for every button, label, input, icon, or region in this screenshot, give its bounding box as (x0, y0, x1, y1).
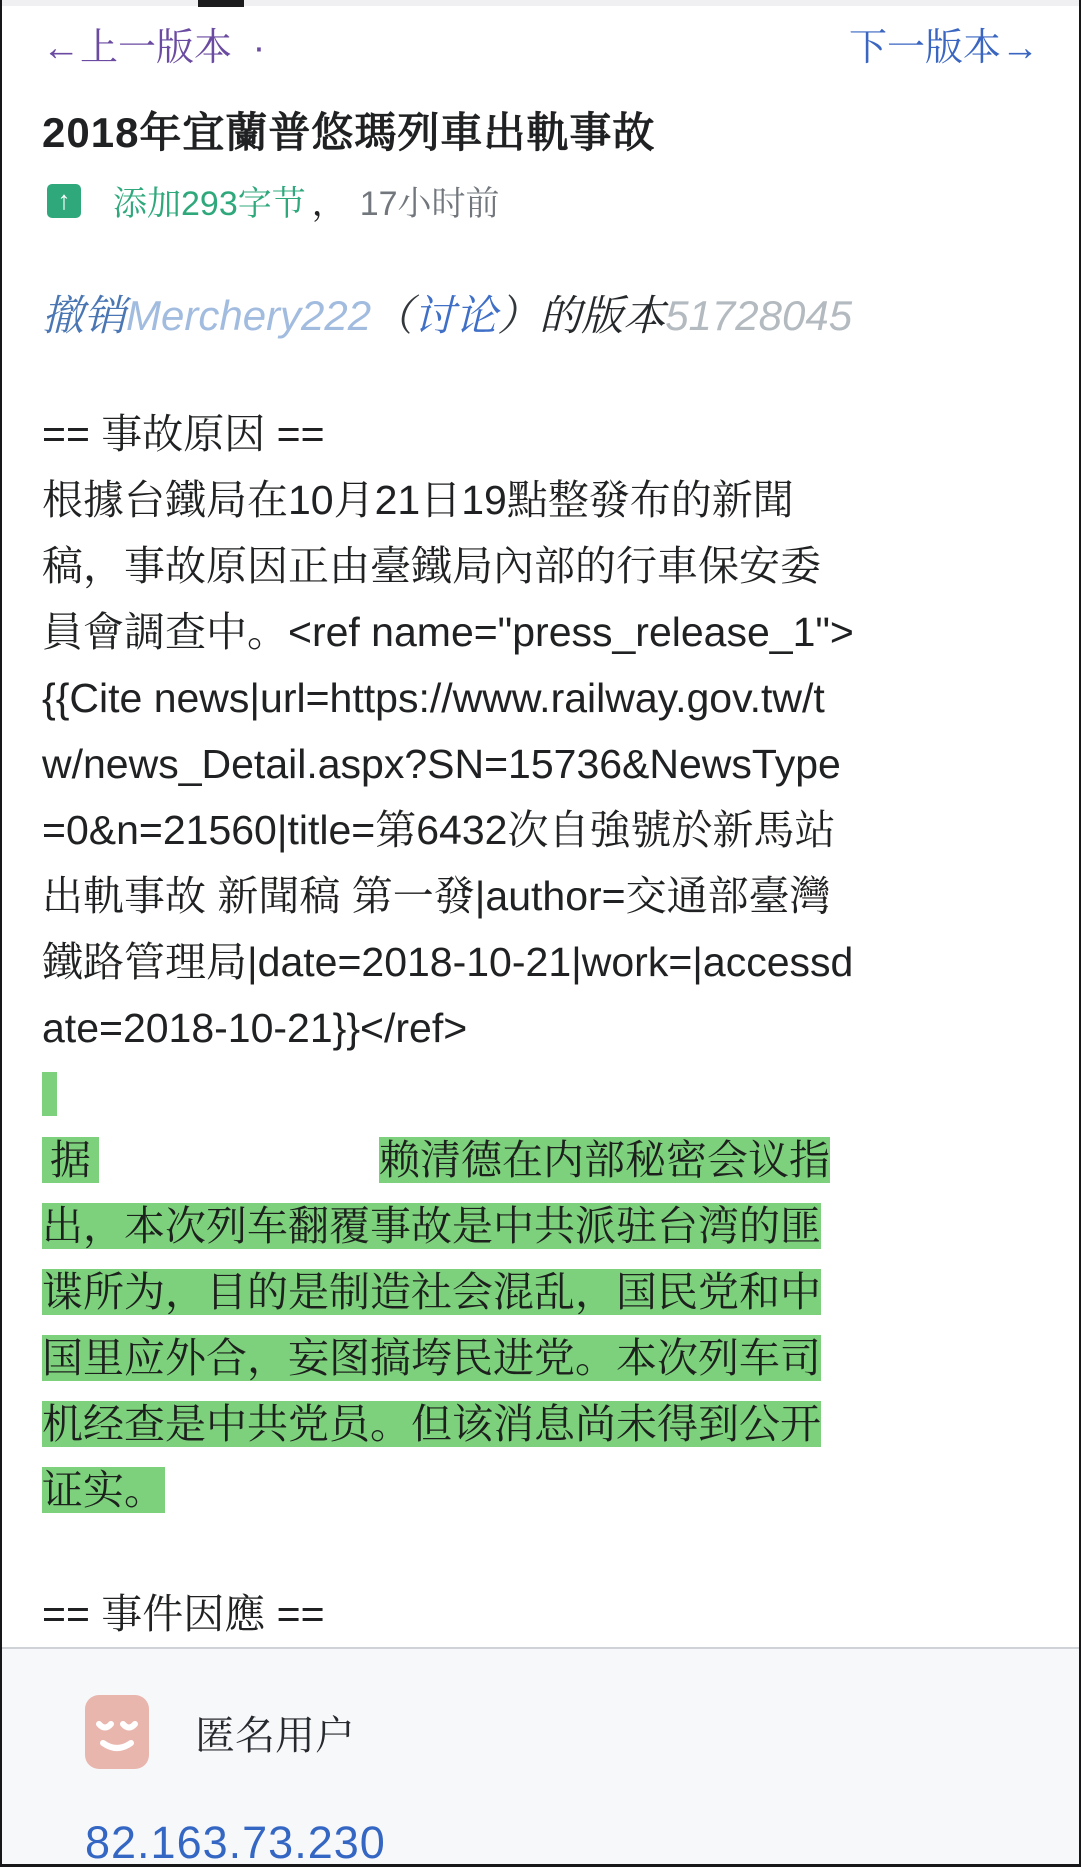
edit-summary (42, 291, 1039, 341)
ip-address-link[interactable]: 82.163.73.230 (85, 1817, 386, 1867)
added-newline-marker (42, 1072, 57, 1116)
revision-id-link[interactable]: 51728045 (665, 292, 853, 339)
added-prefix-highlight: 据 (42, 1137, 99, 1183)
status-bar-fragment (198, 0, 244, 7)
editor-user-row (85, 1695, 355, 1769)
status-bar-artifact (2, 0, 1079, 6)
paren-close: ） (497, 292, 540, 339)
next-revision-link[interactable]: 下一版本→ (848, 27, 1039, 69)
added-newline-line (42, 1061, 854, 1127)
undo-text: 撤销 (42, 292, 127, 339)
diff-body (42, 401, 854, 1647)
editor-footer (2, 1647, 1079, 1867)
revision-of-text: 的版本 (539, 292, 666, 339)
comma-separator: ， (311, 185, 346, 223)
anonymous-user-label: 匿名用户 (195, 1713, 355, 1758)
prev-revision-link[interactable]: ←上一版本 (42, 27, 233, 69)
page-title[interactable]: 2018年宜蘭普悠瑪列車出軌事故 (42, 109, 656, 156)
section-heading-response: == 事件因應 == (42, 1591, 325, 1637)
revision-nav (42, 24, 1039, 72)
paren-open: （ (371, 292, 414, 339)
talk-page-link[interactable]: 讨论 (413, 292, 498, 339)
nav-separator: · (252, 27, 266, 69)
byte-change-row (47, 176, 1039, 225)
added-text-block (42, 1127, 854, 1523)
section-heading-cause: == 事故原因 == (42, 411, 325, 457)
bytes-added-label: 添加293字节 (113, 185, 306, 223)
added-text-highlight: 赖清德在内部秘密会议指出，本次列车翻覆事故是中共派驻台湾的匪谍所为，目的是制造社会混乱，国民党和中国里应外合，妄图搞垮民进党。本次列车司机经查是中共党员。但该消息尚未得到公开证实。 (42, 1137, 830, 1513)
edit-timestamp: 17小时前 (359, 185, 500, 223)
anonymous-avatar-icon (85, 1695, 149, 1769)
bytes-added-up-arrow-icon: ↑ (47, 184, 81, 218)
prev-revision-group (42, 24, 265, 72)
reverted-user-link[interactable]: Merchery222 (126, 292, 372, 339)
wikitext-paragraph: 根據台鐵局在10月21日19點整發布的新聞稿，事故原因正由臺鐵局內部的行車保安委員會調查中。<ref name="press_release_1">{{Cite news|url=https://www.railway.gov.tw/tw/news_Detail.aspx?SN=15736&NewsType=0&n=21560|title=第6432次自強號於新馬站出軌事故 新聞稿 第一發|author=交通部臺灣鐵路管理局|date=2018-10-21|work=|accessdate=2018-10-21}}</ref> (42, 477, 854, 1051)
